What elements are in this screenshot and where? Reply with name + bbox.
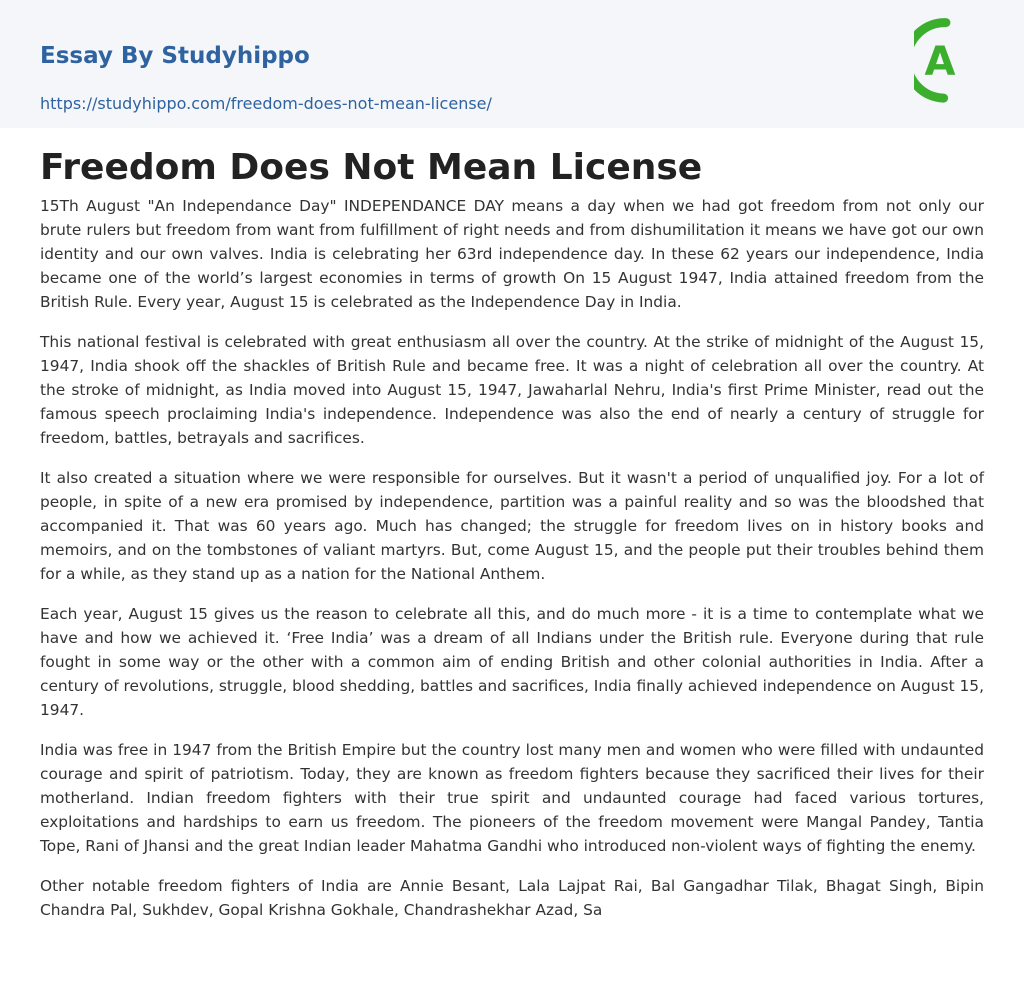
studyhippo-logo-icon[interactable] (914, 18, 986, 106)
essay-paragraph-3: It also created a situation where we were responsible for ourselves. But it wasn't a period of unqualified joy. For a lot of people, in spite of a new era promised by independence, partition was a painful reality and so was the bloodshed that accompanied it. That was 60 years ago. Much has changed; the struggle for freedom lives on in history books and memoirs, and on the tombstones of valiant martyrs. But, come August 15, and the people put their troubles behind them for a while, as they stand up as a nation for the National Anthem. (40, 469, 984, 583)
essay-title: Freedom Does Not Mean License (40, 147, 703, 188)
essay-paragraph-6: Other notable freedom fighters of India are Annie Besant, Lala Lajpat Rai, Bal Gangadhar Tilak, Bhagat Singh, Bipin Chandra Pal, Sukhdev, Gopal Krishna Gokhale, Chandrashekhar Azad, Sa (40, 877, 984, 919)
source-url-link[interactable]: https://studyhippo.com/freedom-does-not-mean-license/ (40, 94, 492, 113)
brand-title[interactable]: Essay By Studyhippo (40, 43, 310, 69)
essay-paragraph-4: Each year, August 15 gives us the reason to celebrate all this, and do much more - it is a time to contemplate what we have and how we achieved it. ‘Free India’ was a dream of all Indians under the British rule. Everyone during that rule fought in some way or the other with a common aim of ending British and other colonial authorities in India. After a century of revolutions, struggle, blood shedding, battles and sacrifices, India finally achieved independence on August 15, 1947. (40, 605, 984, 719)
essay-paragraph-1: 15Th August "An Independance Day" INDEPENDANCE DAY means a day when we had got freedom from not only our brute rulers but freedom from want from fulfillment of right needs and from dishumilitation it means we have got our own identity and our own valves. India is celebrating her 63rd independence day. In these 62 years our independence, India became one of the world’s largest economies in terms of growth On 15 August 1947, India attained freedom from the British Rule. Every year, August 15 is celebrated as the Independence Day in India. (40, 197, 984, 311)
essay-paragraph-2: This national festival is celebrated with great enthusiasm all over the country. At the strike of midnight of the August 15, 1947, India shook off the shackles of British Rule and became free. It was a night of celebration all over the country. At the stroke of midnight, as India moved into August 15, 1947, Jawaharlal Nehru, India's first Prime Minister, read out the famous speech proclaiming India's independence. Independence was also the end of nearly a century of struggle for freedom, battles, betrayals and sacrifices. (40, 333, 984, 447)
svg-text:A: A (924, 39, 956, 85)
essay-body (0, 146, 1024, 922)
site-header (0, 0, 1024, 128)
essay-paragraph-5: India was free in 1947 from the British Empire but the country lost many men and women who were filled with undaunted courage and spirit of patriotism. Today, they are known as freedom fighters because they sacrificed their lives for their motherland. Indian freedom fighters with their true spirit and undaunted courage had faced various tortures, exploitations and hardships to earn us freedom. The pioneers of the freedom movement were Mangal Pandey, Tantia Tope, Rani of Jhansi and the great Indian leader Mahatma Gandhi who introduced non-violent ways of fighting the enemy. (40, 741, 984, 855)
